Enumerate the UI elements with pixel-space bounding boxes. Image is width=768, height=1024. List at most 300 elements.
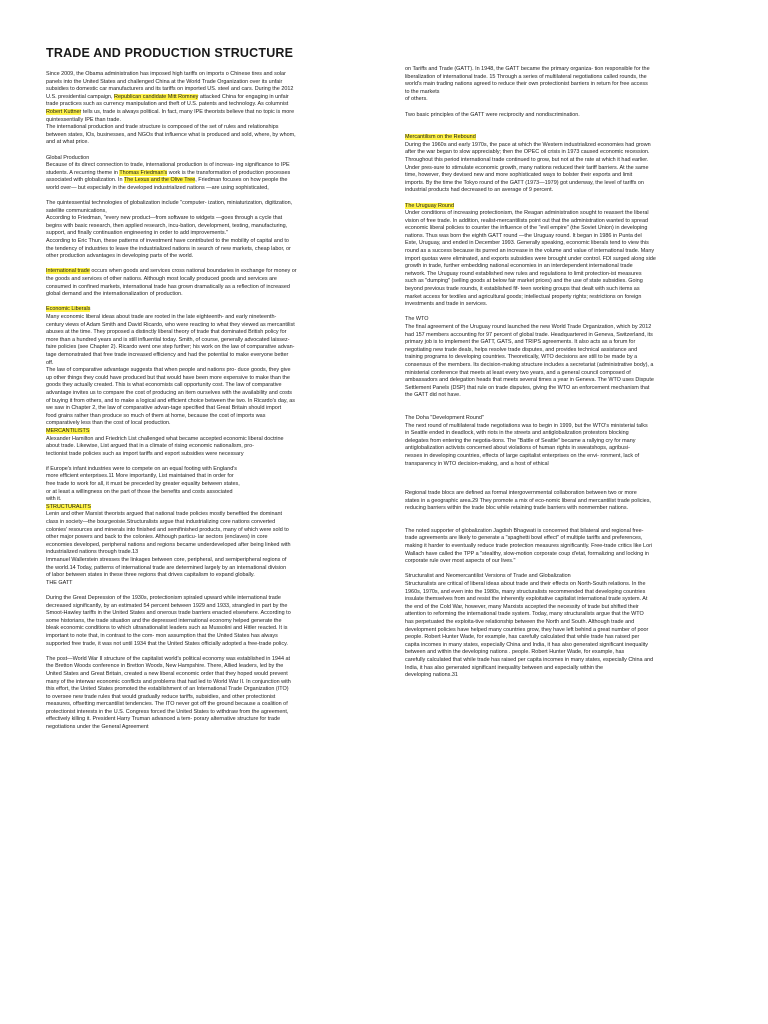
text-line	[405, 149, 747, 157]
text-line	[405, 649, 747, 657]
text-line	[46, 124, 388, 132]
text-line	[46, 344, 388, 352]
highlighted-text: The Lexus and the Olive Tree	[123, 177, 196, 184]
line-text: some historians, the trade situation and the depressed international economy helped generate the	[46, 617, 282, 624]
text-line	[46, 360, 388, 368]
line-text: important to note that, in contrast to the com- mon assumption that the United States has always	[46, 632, 278, 639]
text-line	[46, 701, 388, 709]
line-text: Settlement Panels (DSP) that rule on trade disputes, giving the WTO an enforcement mechanism that	[405, 384, 650, 391]
text-line	[46, 230, 388, 238]
text-line	[405, 528, 747, 536]
line-text: delegates from entering the negotia-tions. The "Battle of Seattle" became a rallying cry for many	[405, 437, 636, 444]
line-text: up other things they could have produced but that would have been more expensive to make than the	[46, 374, 290, 381]
text-line	[405, 96, 747, 104]
text-line	[405, 581, 747, 589]
line-text: of others.	[405, 96, 428, 103]
text-line	[46, 382, 388, 390]
page-title: TRADE AND PRODUCTION STRUCTURE	[46, 46, 294, 60]
text-line	[405, 505, 747, 513]
line-text: investments and trade in services.	[405, 301, 488, 308]
line-text: trade practices such as currency manipulation and theft of U.S. patents and technology. As columnist	[46, 101, 289, 108]
line-text: growth in trade, further embedding national economies in an interdependent international trade	[405, 263, 633, 270]
line-text: time, however, they devised new and more sophisticated ways to bolster their exports and limit	[405, 172, 633, 179]
line-text: round as a success because its purred an increase in the volume and value of international trade. Many	[405, 248, 655, 255]
text-line	[46, 436, 388, 444]
text-line	[46, 117, 388, 125]
line-text: insulate themselves from and resist the inherently exploitative capitalist international trade system. At	[405, 596, 648, 603]
line-text: free trade to work for all, it must be preceded by greater equality between states,	[46, 481, 240, 488]
line-text: more efficient enterprises.11 More importantly, List maintained that in order for	[46, 473, 234, 480]
text-line	[46, 390, 388, 398]
line-text: to the markets	[405, 88, 440, 95]
line-text: people. Robert Hunter Wade, for example, has carefully calculated that while trade has raised per	[405, 634, 640, 641]
line-text: import quotas were eliminated, and exports subsidies were brought under control. FDI surged along side	[405, 255, 656, 262]
text-line	[405, 634, 747, 642]
text-line	[46, 663, 388, 671]
line-text: U.S. presidential campaign,	[46, 93, 115, 100]
text-line	[405, 233, 747, 241]
line-text: such as "dumping" (selling goods at below fair market prices) and the use of state subsidies. Going	[405, 278, 643, 285]
text-line	[46, 405, 388, 413]
text-line	[46, 473, 388, 481]
highlighted-text: Economic Liberals	[46, 306, 91, 313]
text-line	[405, 604, 747, 612]
line-text: off.	[46, 359, 54, 366]
text-line	[405, 619, 747, 627]
text-line	[405, 187, 747, 195]
line-text: supported free trade, it was not until 1934 that the United States officially adopted a free-trade policy.	[46, 640, 288, 647]
text-line	[405, 657, 747, 665]
highlighted-text: MERCANTILISTS	[46, 427, 90, 434]
text-line	[46, 215, 388, 223]
text-line	[405, 81, 747, 89]
text-line	[405, 573, 747, 581]
text-line	[46, 466, 388, 474]
text-line	[405, 423, 747, 431]
text-line	[46, 276, 388, 284]
line-text: reducing barriers within the trade bloc while retaining trade barriers with nonmember nations.	[405, 505, 629, 512]
text-line	[46, 306, 388, 314]
line-text: to oversee new trade rules that would gradually reduce tariffs, subsidies, and other protectionist	[46, 693, 276, 700]
line-text: Under conditions of increasing protectionism, the Reagan administration sought to reassert the liberal	[405, 210, 649, 217]
line-text-after: work is the transformation of production processes	[167, 169, 291, 176]
line-text: primary job is to implement the GATT, GATS, and TRIPS agreements. It also acts as a forum for	[405, 339, 636, 346]
text-line	[46, 177, 388, 185]
text-line	[405, 256, 747, 264]
line-text: developing nations.31	[405, 672, 458, 679]
line-text: network. The Uruguay round established new rules and regulations to limit protection-ist measures	[405, 270, 642, 277]
text-line	[405, 438, 747, 446]
text-line	[405, 240, 747, 248]
line-text: the end of the Cold War, however, many Marxists accepted the necessity of trade but shifted their	[405, 603, 639, 610]
line-text: Two basic principles of the GATT were reciprocity and nondiscrimination.	[405, 111, 580, 118]
text-line	[405, 415, 747, 423]
text-line	[405, 589, 747, 597]
text-line	[46, 428, 388, 436]
line-text: tectionist trade policies such as import tariffs and export subsidies were necessary	[46, 450, 244, 457]
line-text: negotiations under the General Agreement	[46, 724, 149, 731]
text-line	[405, 210, 747, 218]
line-text: the Bretton Woods conference in Bretton Woods, New Hampshire. There, Allied leaders, led by the	[46, 663, 284, 670]
line-text-after: occurs when goods and services cross national boundaries in exchange for money or	[89, 268, 297, 275]
text-line	[46, 398, 388, 406]
line-text: According to Friedman, "every new product—from software to widgets —goes through a cycle that	[46, 215, 283, 222]
line-text: about trade. Likewise, List argued that in a climate of rising economic nationalism, pro-	[46, 443, 254, 450]
line-text: Many economic liberal ideas about trade are rooted in the late eighteenth- and early nineteenth-	[46, 314, 277, 320]
line-text: carefully calculated that while trade has raised per capita incomes in many states, especially China and	[405, 656, 654, 663]
text-line	[46, 549, 388, 557]
text-line	[405, 263, 747, 271]
text-line	[405, 248, 747, 256]
text-line	[405, 286, 747, 294]
line-text-after: attacked China for engaging in unfair	[198, 93, 289, 100]
text-line	[46, 246, 388, 254]
line-text: advantage invites us to compare the cost of producing an item ourselves with the availability and costs	[46, 389, 293, 396]
line-text: comparatively less than the cost of local production.	[46, 420, 171, 427]
text-line	[405, 294, 747, 302]
text-line	[405, 453, 747, 461]
line-text: the world.14 Today, patterns of international trade are determined largely by an international division	[46, 564, 287, 571]
line-text: consensus of the members. Its decision-making structure includes a secretariat (administrative body), a	[405, 361, 654, 368]
line-text: many of the interwar economic conflicts and problems that had led to World War II. In conjunction with	[46, 678, 291, 685]
line-text: According to Eric Thun, these patterns of investment have contributed to the mobility of capital and to	[46, 238, 289, 245]
line-text: Este, Uruguay, and ended in December 1993. Generally speaking, economic liberals tend to view this	[405, 240, 649, 247]
text-line	[405, 385, 747, 393]
line-text: after the war began to slow appreciably; then the OPEC oil crisis in 1973 caused economic recession.	[405, 149, 650, 156]
line-text: nesses in developing countries, effects of large capitalist enterprises on the envi- ronment, lack of	[405, 452, 640, 459]
text-line	[405, 642, 747, 650]
text-line	[46, 580, 388, 588]
text-line	[405, 134, 747, 142]
text-line	[405, 535, 747, 543]
line-text: goods they actually created. This is what economists call opportunity cost. The law of comparative	[46, 382, 282, 389]
line-text: Wallach have called the TPP a "stealthy, slow-motion corporate coup d'etat, formalizing and locking in	[405, 550, 649, 557]
line-text: Regional trade blocs are defined as formal intergovernmental collaboration between two or more	[405, 490, 637, 497]
text-line	[405, 74, 747, 82]
text-line	[405, 157, 747, 165]
line-text: class in society—the bourgeoisie.Structuralists argue that industrializing core nations converted	[46, 519, 276, 526]
text-line	[46, 716, 388, 724]
line-text: transparency in WTO decision-making, and a host of ethical	[405, 460, 549, 467]
text-line	[46, 709, 388, 717]
line-text: of labor between states in these three regions that drives capitalism to expand globally.	[46, 572, 255, 579]
line-text: between and within the developing nations . people. Robert Hunter Wade, for example, has	[405, 649, 625, 656]
line-text: satellite communications,	[46, 207, 107, 214]
text-line	[405, 490, 747, 498]
text-line	[46, 572, 388, 580]
line-text: negotiating new trade deals, helps resolve trade disputes, and provides technical assistance and	[405, 346, 638, 353]
text-line	[46, 268, 388, 276]
line-text: begins with basic research, then applied research, incu-bation, development, testing, manufacturing,	[46, 222, 288, 229]
line-text: Immanuel Wallerstein stresses the linkages between core, peripheral, and semiperipheral regions of	[46, 557, 287, 563]
highlighted-text: International trade	[46, 268, 90, 275]
text-line	[46, 618, 388, 626]
line-text: The quintessential technologies of globalization include "computer- ization, miniaturization, digitization,	[46, 200, 293, 207]
text-line	[46, 694, 388, 702]
text-line	[46, 633, 388, 641]
line-text: colonies' resources and minerals into finished and semifinished products, many of which were sold to	[46, 526, 289, 533]
line-text: panels into the United States and challenged China at the World Trade Organization over its unfair	[46, 78, 283, 85]
text-line	[46, 352, 388, 360]
text-line	[46, 625, 388, 633]
text-line	[46, 542, 388, 550]
text-line	[405, 89, 747, 97]
text-line	[405, 347, 747, 355]
text-line	[405, 271, 747, 279]
line-text: has perpetuated the exploita-tive relationship between the North and South. Although trade and	[405, 619, 635, 625]
line-text: The post—World War II structure of the capitalist world's political economy was established in 1944 at	[46, 655, 291, 662]
line-text: The noted supporter of globalization Jagdish Bhagwati is concerned that bilateral and regional free-	[405, 527, 644, 534]
text-line	[46, 511, 388, 519]
line-text: subsidies to domestic car manufacturers and its tariffs on imported US. steel and cars. During the 2012	[46, 86, 294, 93]
line-text: development policies have helped many countries grow, they have left behind a great number of poor	[405, 626, 649, 633]
text-line	[405, 596, 747, 604]
text-line	[46, 504, 388, 512]
text-line	[405, 203, 747, 211]
text-line	[46, 109, 388, 117]
line-text: had 157 members accounting for 97 percent of global trade. Headquartered in Geneva, Switzerland, its	[405, 331, 653, 338]
text-line	[46, 185, 388, 193]
line-text: market access for textiles and agricultural goods; intellectual property rights; restrictions on foreign	[405, 293, 642, 300]
line-text: Because of its direct connection to trade, international production is of increas- ing significance to IPE	[46, 162, 290, 169]
line-text: antiglobalization activists concerned about violations of human rights in sweatshops, agribusi-	[405, 445, 630, 452]
text-line	[46, 451, 388, 459]
text-line	[46, 519, 388, 527]
text-line	[405, 551, 747, 559]
line-text: protectionist interests in the U.S. Congress forced the United States to withdraw from the agreement,	[46, 708, 289, 715]
line-text: Alexander Hamilton and Friedrich List challenged what became accepted economic liberal doctrine	[46, 435, 284, 442]
text-line	[46, 132, 388, 140]
text-line	[46, 322, 388, 330]
text-line	[46, 481, 388, 489]
text-line	[46, 534, 388, 542]
text-line	[46, 291, 388, 299]
line-text: The next round of multilateral trade negotiations was to begin in 1999, but the WTO's ministerial talks	[405, 422, 648, 429]
line-text: between states, IOs, businesses, and NGOs that influence what is produced and sold, where, by whom,	[46, 131, 296, 138]
line-text: Structuralists are critical of liberal ideas about trade and their effects on North-South relations. In the	[405, 581, 646, 588]
line-text: corporate rule over most aspects of our lives."	[405, 558, 516, 565]
text-line	[46, 139, 388, 147]
line-text: the goods and services of other nations. Although most locally produced goods and services are	[46, 276, 277, 283]
text-line	[46, 527, 388, 535]
text-line	[46, 679, 388, 687]
line-text: Structuralist and Neomercantilist Versions of Trade and Globalization	[405, 573, 571, 580]
line-text-after: tells us, trade is always political. In fact, many IPE theorists believe that no topic is more	[81, 108, 295, 115]
text-line	[46, 496, 388, 504]
text-line	[46, 329, 388, 337]
text-line	[46, 565, 388, 573]
line-text: abuses at the time. They proposed a distinctly liberal theory of trade that dominated British policy for	[46, 329, 287, 336]
text-line	[405, 377, 747, 385]
text-line	[46, 489, 388, 497]
line-text: training programs to developing countries. Theoretically, WTO decisions are still to be made by a	[405, 354, 638, 361]
text-line	[405, 218, 747, 226]
text-line	[46, 375, 388, 383]
text-line	[46, 420, 388, 428]
text-line	[405, 112, 747, 120]
line-text: industrial products had decreased to an average of 9 percent.	[405, 187, 554, 194]
text-line	[46, 162, 388, 170]
text-line	[46, 284, 388, 292]
line-text: 1960s, 1970s, and even into the 1980s, many structuralists recommended that developing countries	[405, 588, 646, 595]
text-line	[46, 557, 388, 565]
line-text: The law of comparative advantage suggests that when people and nations pro- duce goods, they give	[46, 367, 291, 374]
text-line	[405, 611, 747, 619]
line-text: making it harder to eventually reduce trade protection measures significantly. Free-trade critics like Lori	[405, 543, 653, 550]
text-line	[405, 180, 747, 188]
text-line	[46, 200, 388, 208]
text-line	[46, 367, 388, 375]
text-line	[405, 165, 747, 173]
line-text: food grains rather than produce so much of them at home, because the cost of imports was	[46, 412, 266, 419]
text-line	[46, 443, 388, 451]
text-line	[405, 558, 747, 566]
text-line	[405, 370, 747, 378]
right-column	[405, 66, 747, 680]
text-line	[46, 238, 388, 246]
text-line	[405, 362, 747, 370]
line-text-after: , Friedman focuses on how people the	[195, 177, 288, 184]
line-text: beyond previous trade rounds, it established fif- teen working groups that dealt with such items as	[405, 286, 640, 293]
line-text: vision of free trade. In addition, realist-mercantilists point out that the administration wanted to spread	[405, 217, 649, 224]
text-line	[46, 724, 388, 732]
highlighted-text: Thomas Friedman's	[119, 169, 168, 176]
line-text: attention to reforming the international trade system. Today, many structuralists argue that the WTO	[405, 611, 644, 618]
line-text: trade agreements are likely to generate a "spaghetti bowl effect" of multiple tariffs and preferences,	[405, 535, 643, 542]
text-line	[46, 337, 388, 345]
line-text: liberalization of international trade. 15 Through a series of multilateral negotiations called rounds, the	[405, 73, 647, 80]
line-text: more than a hundred years and is still influential today. Smith, of course, generally advocated laissez-	[46, 336, 290, 343]
text-line	[405, 66, 747, 74]
text-line	[405, 278, 747, 286]
text-line	[405, 430, 747, 438]
line-text: United States and Great Britain, created a new liberal economic order that they hoped would prevent	[46, 670, 288, 677]
line-text: global demand and the internationalization of production.	[46, 291, 183, 298]
line-text: Throughout this period international trade continued to grow, but not at the rate at which it had earlier.	[405, 156, 649, 163]
line-text: this effort, the United States promoted the establishment of an International Trade Organization (ITO)	[46, 686, 289, 693]
text-line	[46, 686, 388, 694]
line-text: consumed in confined markets, international trade has grown dramatically as a reflection of increased	[46, 283, 290, 290]
line-text: bleak economic conditions to which ultranationalist leaders such as Mussolini and Hitler reacted. It is	[46, 625, 288, 632]
text-line	[405, 172, 747, 180]
line-text: India, it has also generated significant inequality between and especially within the	[405, 664, 603, 671]
text-line	[405, 332, 747, 340]
text-line	[46, 223, 388, 231]
line-text: quintessentially IPE than trade.	[46, 116, 121, 123]
text-line	[405, 672, 747, 680]
text-line	[46, 595, 388, 603]
line-text: if Europe's infant industries were to compete on an equal footing with England's	[46, 465, 237, 472]
line-text: on Tariffs and Trade (GATT). In 1948, the GATT became the primary organiza- tion responsible for the	[405, 66, 650, 72]
line-text: the tendency of industries to leave the industrialized nations in search of new markets, cheap labor, or	[46, 245, 291, 252]
line-text: world over— but especially in the developed industrialized nations —are using sophisticated,	[46, 184, 269, 191]
text-line	[46, 155, 388, 163]
text-line	[46, 208, 388, 216]
text-line	[405, 392, 747, 400]
text-line	[46, 170, 388, 178]
line-text: Lenin and other Marxist theorists argued that national trade policies mostly benefited the dominant	[46, 511, 283, 518]
line-text: we saw in Chapter 2, the law of comparative advan-tage specified that Great Britain should import	[46, 405, 282, 412]
line-text: The WTO	[405, 316, 429, 323]
text-line	[405, 543, 747, 551]
line-text: During the Great Depression of the 1930s, protectionism spiraled upward while international trade	[46, 594, 281, 601]
text-line	[405, 627, 747, 635]
line-text: students. A recurring theme in	[46, 169, 120, 176]
line-text: economies developed, peripheral nations and regions became underdeveloped after being linked with	[46, 541, 291, 548]
line-text: The Doha "Development Round"	[405, 414, 484, 421]
line-text: world's main trading nations agreed to reduce their own protectionist barriers in return for free access	[405, 81, 648, 88]
text-line	[46, 641, 388, 649]
line-text: Smoot-Hawley tariffs in the United States and onerous trade barriers enacted elsewhere. According to	[46, 610, 291, 617]
line-text: faire policies (see Chapter 2). Ricardo went one step further; his work on the law of comparative advan-	[46, 344, 295, 351]
text-line	[46, 79, 388, 87]
line-text: During the 1960s and early 1970s, the pace at which the Western industrialized economies had grown	[405, 141, 651, 148]
line-text: ambassadors and delegation heads that meets several times a year in Geneva. The WTO uses Dispute	[405, 377, 654, 384]
line-text: economic liberal policies to counter the influence of the "evil empire" (the Soviet Union) in developing	[405, 225, 648, 232]
text-line	[46, 71, 388, 79]
text-line	[405, 339, 747, 347]
text-line	[46, 610, 388, 618]
line-text: decreased significantly, by an estimated 54 percent between 1929 and 1933, strangled in part by the	[46, 602, 288, 609]
text-line	[405, 354, 747, 362]
highlighted-text: Republican candidate Mitt Romney	[114, 93, 199, 100]
line-text: Since 2009, the Obama administration has imposed high tariffs on imports o Chinese tires and solar	[46, 71, 286, 77]
line-text: The international production and trade structure is composed of the set of rules and relationships	[46, 124, 279, 131]
line-text: The final agreement of the Uruguay round launched the new World Trade Organization, which by 2012	[405, 324, 652, 330]
line-text: century views of Adam Smith and David Ricardo, who were reacting to what they viewed as mercantilist	[46, 321, 295, 328]
text-line	[46, 253, 388, 261]
line-text: tage demonstrated that free trade increased efficiency and had the potential to make everyone better	[46, 351, 289, 358]
line-text: support, and finally continuation engineering in order to add improvements."	[46, 230, 229, 237]
text-line	[405, 324, 747, 332]
text-line	[405, 461, 747, 469]
line-text: THE GATT	[46, 579, 73, 586]
line-text: of buying it from others, and to make a logical and efficient choice between the two. In Ricardo's day, as	[46, 397, 295, 404]
text-line	[46, 314, 388, 322]
highlighted-text: Mercantilism on the Rebound	[405, 134, 476, 141]
highlighted-text: Robert Kuttner	[46, 108, 82, 115]
line-text: Global Production	[46, 154, 90, 161]
line-text: in Seattle ended in deadlock, with riots in the streets and antiglobalization protestors blocking	[405, 430, 629, 437]
text-line	[405, 301, 747, 309]
text-line	[46, 413, 388, 421]
line-text: and at what price.	[46, 139, 89, 146]
line-text: ministerial conference that meets at least every two years, and a general council composed of	[405, 369, 631, 376]
text-line	[405, 445, 747, 453]
line-text: effectively killing it. President Harry Truman advanced a tem- porary alternative structure for trade	[46, 716, 281, 723]
line-text: imports. By the time the Tokyo round of the GATT (1973—1979) got underway, the level of tariffs on	[405, 179, 644, 186]
text-line	[405, 498, 747, 506]
line-text: with it.	[46, 496, 62, 503]
line-text: industrialized nations through trade.13	[46, 549, 139, 556]
line-text: or at least a willingness on the part of those the benefits and costs associated	[46, 488, 233, 495]
text-line	[405, 225, 747, 233]
line-text: other major powers and back to the colonies. Although particu- lar sectors (enclaves) in core	[46, 534, 268, 541]
line-text: associated with globalization. In	[46, 177, 124, 184]
highlighted-text: STRUCTURALITS	[46, 503, 92, 510]
highlighted-text: The Uruguay Round	[405, 202, 454, 209]
line-text: nations. Thus was born the eighth GATT round —the Uruguay round. It began in 1986 in Punta del	[405, 232, 642, 239]
text-line	[46, 656, 388, 664]
text-line	[46, 94, 388, 102]
text-line	[405, 316, 747, 324]
line-text: capita incomes in many states, especially China and India, it has also generated significant inequality	[405, 641, 649, 648]
line-text: states in a geographic area.29 They promote a mix of eco-nomic liberal and mercantilist trade policies,	[405, 497, 651, 504]
text-line	[46, 671, 388, 679]
text-line	[46, 86, 388, 94]
left-column	[46, 71, 388, 732]
text-line	[46, 101, 388, 109]
